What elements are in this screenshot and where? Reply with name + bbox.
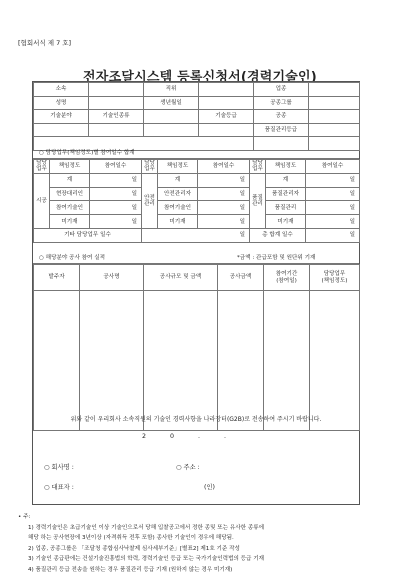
duty-header-2: 담당 업무	[142, 160, 158, 174]
days-quality[interactable]: 일	[306, 201, 360, 215]
role-safety-manager: 안전관리자	[158, 187, 198, 201]
label-quality-grade: 품질관리등급	[254, 123, 309, 137]
role-participant-1: 참여기술인	[50, 201, 90, 215]
label-affiliation: 소속	[34, 83, 89, 97]
days-unspecified-1[interactable]: 일	[90, 215, 142, 229]
project-row-name[interactable]	[80, 291, 144, 431]
ceo-label: ○ 대표자 :	[44, 484, 74, 491]
value-tech-field[interactable]	[34, 123, 89, 137]
notes-heading: • 주:	[18, 514, 31, 520]
total-label-2: 계	[158, 173, 198, 187]
applicant-table	[33, 82, 360, 151]
total-days-2[interactable]: 일	[198, 173, 250, 187]
days-header-2: 참여일수	[198, 160, 250, 174]
date-year: 20	[141, 433, 198, 440]
section-projects-heading	[33, 253, 359, 264]
other-days-value[interactable]: 일	[142, 228, 250, 242]
resp-header-2: 책임정도	[158, 160, 198, 174]
value-quality-grade[interactable]	[309, 123, 360, 137]
value-work-type[interactable]	[309, 110, 360, 124]
project-row-duty[interactable]	[310, 291, 360, 431]
value-business-type[interactable]	[309, 83, 360, 97]
note-1-cont: 해당 하는 공사현장에 3년이상 (자격취득 전후 포함) 종사한 기술인이 경우에 해당됨.	[28, 535, 234, 542]
days-unspecified-3[interactable]: 일	[306, 215, 360, 229]
date-month: .	[197, 433, 224, 440]
note-1: 1) 경력기술인은 초급기술인 이상 기술인으로서 당해 입찰공고에서 정한 종및 또는 유사한 종류에	[28, 524, 265, 531]
submission-notice: 위와 같이 우리회사 소속직원의 기술인 경력사항을 나라장터(G2B)로 전송하여 주시기 바랍니다.	[70, 416, 322, 423]
role-unspecified-1: 미기재	[50, 215, 90, 229]
value-tech-cert[interactable]	[89, 123, 144, 137]
col-duty: 담당업무 (책임정도)	[310, 265, 360, 291]
col-project-name: 공사명	[80, 265, 144, 291]
resp-header-1: 책임정도	[50, 160, 90, 174]
note-4: 4) 품질관리 등급 전송을 원하는 경우 품질관리 등급 기재 (원하지 않는 경우 미기재)	[28, 566, 233, 573]
other-days-label: 기타 담당업무 일수	[34, 228, 142, 242]
label-tech-grade: 기술등급	[199, 110, 254, 124]
value-name[interactable]	[89, 96, 144, 110]
section-duty-heading: ○ 담당업무(책임정도)별 참여일수 합계	[33, 148, 359, 159]
submission-date[interactable]	[33, 433, 359, 440]
role-site-agent: 현장대리인	[50, 187, 90, 201]
address-label: ○ 주소 :	[176, 464, 200, 471]
days-quality-manager[interactable]: 일	[306, 187, 360, 201]
project-row-scale[interactable]	[144, 291, 218, 431]
total-days-3[interactable]: 일	[306, 173, 360, 187]
duty-table	[33, 159, 360, 243]
days-unspecified-2[interactable]: 일	[198, 215, 250, 229]
label-tech-cert-type: 기술인종류	[89, 110, 144, 124]
projects-heading-text: ○ 해당분야 공사 참여 실적	[39, 255, 106, 261]
total-label-1: 계	[50, 173, 90, 187]
value-birthdate[interactable]	[199, 96, 254, 110]
value-project-group[interactable]	[309, 96, 360, 110]
role-quality: 품질관리	[266, 201, 306, 215]
project-row-period[interactable]	[264, 291, 310, 431]
group-construction: 시공	[34, 173, 50, 228]
label-position: 직위	[144, 83, 199, 97]
label-business-type: 업종	[254, 83, 309, 97]
duty-header-1: 담당 업무	[34, 160, 50, 174]
total-days-1[interactable]: 일	[90, 173, 142, 187]
role-quality-manager: 품질관리자	[266, 187, 306, 201]
page-title: 전자조달시스템 등록신청서(경력기술인)	[83, 70, 317, 85]
note-2: 2) 업종, 공종그룹은 「조달청 종합심사낙찰제 심사세부기준」[별표2] 제1호 기준 작성	[28, 545, 240, 552]
role-participant-2: 참여기술인	[158, 201, 198, 215]
days-participant-1[interactable]: 일	[90, 201, 142, 215]
value-tech-grade-2[interactable]	[199, 123, 254, 137]
duty-header-3: 담당 업무	[250, 160, 266, 174]
col-project-scale: 공사규모 및 금액	[144, 265, 218, 291]
days-header-1: 참여일수	[90, 160, 142, 174]
label-name: 성명	[34, 96, 89, 110]
amount-note: *금액 : 관급포함 및 원단위 기재	[237, 255, 316, 261]
group-quality: 품질 관리	[250, 173, 266, 228]
project-table	[33, 264, 360, 431]
role-unspecified-2: 미기재	[158, 215, 198, 229]
label-birthdate: 생년월일	[144, 96, 199, 110]
col-client: 발주자	[34, 265, 80, 291]
role-unspecified-3: 미기재	[266, 215, 306, 229]
resp-header-3: 책임정도	[266, 160, 306, 174]
col-participation-period: 참여기간 (참여일)	[264, 265, 310, 291]
days-safety-manager[interactable]: 일	[198, 187, 250, 201]
grand-total-value[interactable]: 일	[306, 228, 360, 242]
form-code: [협회서식 제 7 호]	[18, 39, 72, 47]
notes-block	[18, 512, 393, 576]
col-project-amount: 공사금액	[218, 265, 264, 291]
note-3: 3) 기술인 종급판에는 건설기술진흥법의 학력, 경력기술인 등급 또는 국가기술인력법의 등급 기재	[28, 556, 265, 563]
value-affiliation[interactable]	[89, 83, 144, 97]
date-day: .	[224, 433, 251, 440]
label-work-type: 공종	[254, 110, 309, 124]
value-tech-grade[interactable]	[144, 123, 199, 137]
days-header-3: 참여일수	[306, 160, 360, 174]
days-site-agent[interactable]: 일	[90, 187, 142, 201]
value-tech-cert-type[interactable]	[144, 110, 199, 124]
group-safety: 안전 관리	[142, 173, 158, 228]
project-row-client[interactable]	[34, 291, 80, 431]
value-position[interactable]	[199, 83, 254, 97]
total-label-3: 계	[266, 173, 306, 187]
seal-mark: (인)	[204, 484, 215, 491]
grand-total-label: 총 합계 일수	[250, 228, 306, 242]
label-tech-field: 기술분야	[34, 110, 89, 124]
label-project-group: 공종그룹	[254, 96, 309, 110]
days-participant-2[interactable]: 일	[198, 201, 250, 215]
company-label: ○ 회사명 :	[44, 464, 74, 471]
project-row-amount[interactable]	[218, 291, 264, 431]
